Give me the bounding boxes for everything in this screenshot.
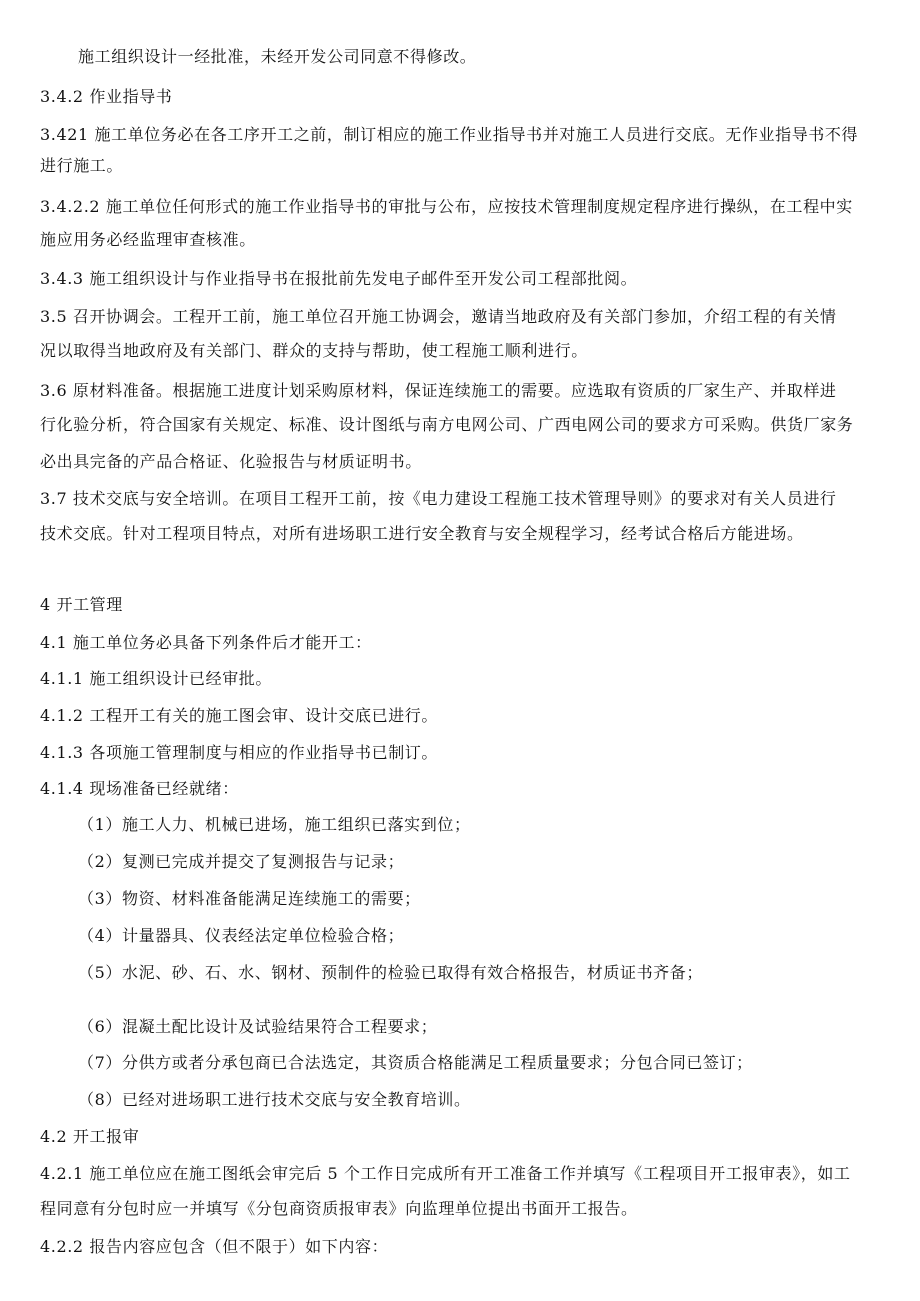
heading-3-4-2: 3.4.2 作业指导书	[40, 87, 173, 106]
list-item-4: （4）计量器具、仪表经法定单位检验合格；	[78, 926, 405, 945]
paragraph-3-4-3: 3.4.3 施工组织设计与作业指导书在报批前先发电子邮件至开发公司工程部批阅。	[40, 269, 638, 288]
list-item-2: （2）复测已完成并提交了复测报告与记录；	[78, 852, 405, 871]
paragraph-3-4-2-1-line2: 进行施工。	[40, 156, 124, 175]
paragraph-4-2-2: 4.2.2 报告内容应包含（但不限于）如下内容：	[40, 1237, 389, 1256]
heading-4-2: 4.2 开工报审	[40, 1127, 140, 1146]
heading-4: 4 开工管理	[40, 595, 123, 614]
paragraph-3-5-line2: 况以取得当地政府及有关部门、群众的支持与帮助，使工程施工顺利进行。	[40, 341, 588, 360]
paragraph-design-approval: 施工组织设计一经批准，未经开发公司同意不得修改。	[78, 47, 477, 66]
paragraph-3-7-line1: 3.7 技术交底与安全培训。在项目工程开工前，按《电力建设工程施工技术管理导则》的要求对有关人员进行	[40, 489, 837, 508]
list-item-5: （5）水泥、砂、石、水、钢材、预制件的检验已取得有效合格报告，材质证书齐备；	[78, 963, 703, 982]
paragraph-3-5-line1: 3.5 召开协调会。工程开工前，施工单位召开施工协调会，邀请当地政府及有关部门参加，介绍工程的有关情	[40, 307, 837, 326]
paragraph-3-4-2-2-line2: 施应用务必经监理审查核准。	[40, 230, 256, 249]
list-item-3: （3）物资、材料准备能满足连续施工的需要；	[78, 889, 421, 908]
paragraph-3-6-line1: 3.6 原材料准备。根据施工进度计划采购原材料，保证连续施工的需要。应选取有资质的厂家生产、并取样进	[40, 381, 837, 400]
paragraph-4-2-1-line1: 4.2.1 施工单位应在施工图纸会审完后 5 个工作日完成所有开工准备工作并填写《工程项目开工报审表》，如工	[40, 1164, 851, 1183]
list-item-6: （6）混凝土配比设计及试验结果符合工程要求；	[78, 1017, 438, 1036]
paragraph-3-4-2-1-line1: 3.421 施工单位务必在各工序开工之前，制订相应的施工作业指导书并对施工人员进行交底。无作业指导书不得	[40, 125, 859, 144]
paragraph-4-1-3: 4.1.3 各项施工管理制度与相应的作业指导书已制订。	[40, 743, 438, 762]
paragraph-3-4-2-2-line1: 3.4.2.2 施工单位任何形式的施工作业指导书的审批与公布，应按技术管理制度规定程序进行操纵，在工程中实	[40, 197, 853, 216]
paragraph-4-1: 4.1 施工单位务必具备下列条件后才能开工：	[40, 633, 372, 652]
paragraph-3-6-line2: 行化验分析，符合国家有关规定、标准、设计图纸与南方电网公司、广西电网公司的要求方可采购。供货厂家务	[40, 415, 854, 434]
paragraph-4-1-2: 4.1.2 工程开工有关的施工图会审、设计交底已进行。	[40, 706, 438, 725]
list-item-7: （7）分供方或者分承包商已合法选定，其资质合格能满足工程质量要求；分包合同已签订；	[78, 1053, 753, 1072]
paragraph-4-2-1-line2: 程同意有分包时应一并填写《分包商资质报审表》向监理单位提出书面开工报告。	[40, 1199, 638, 1218]
list-item-8: （8）已经对进场职工进行技术交底与安全教育培训。	[78, 1090, 471, 1109]
list-item-1: （1）施工人力、机械已进场，施工组织已落实到位；	[78, 815, 471, 834]
paragraph-3-7-line2: 技术交底。针对工程项目特点，对所有进场职工进行安全教育与安全规程学习，经考试合格后方能进场。	[40, 524, 804, 543]
paragraph-4-1-1: 4.1.1 施工组织设计已经审批。	[40, 669, 272, 688]
paragraph-3-6-line3: 必出具完备的产品合格证、化验报告与材质证明书。	[40, 452, 422, 471]
paragraph-4-1-4: 4.1.4 现场准备已经就绪：	[40, 779, 239, 798]
